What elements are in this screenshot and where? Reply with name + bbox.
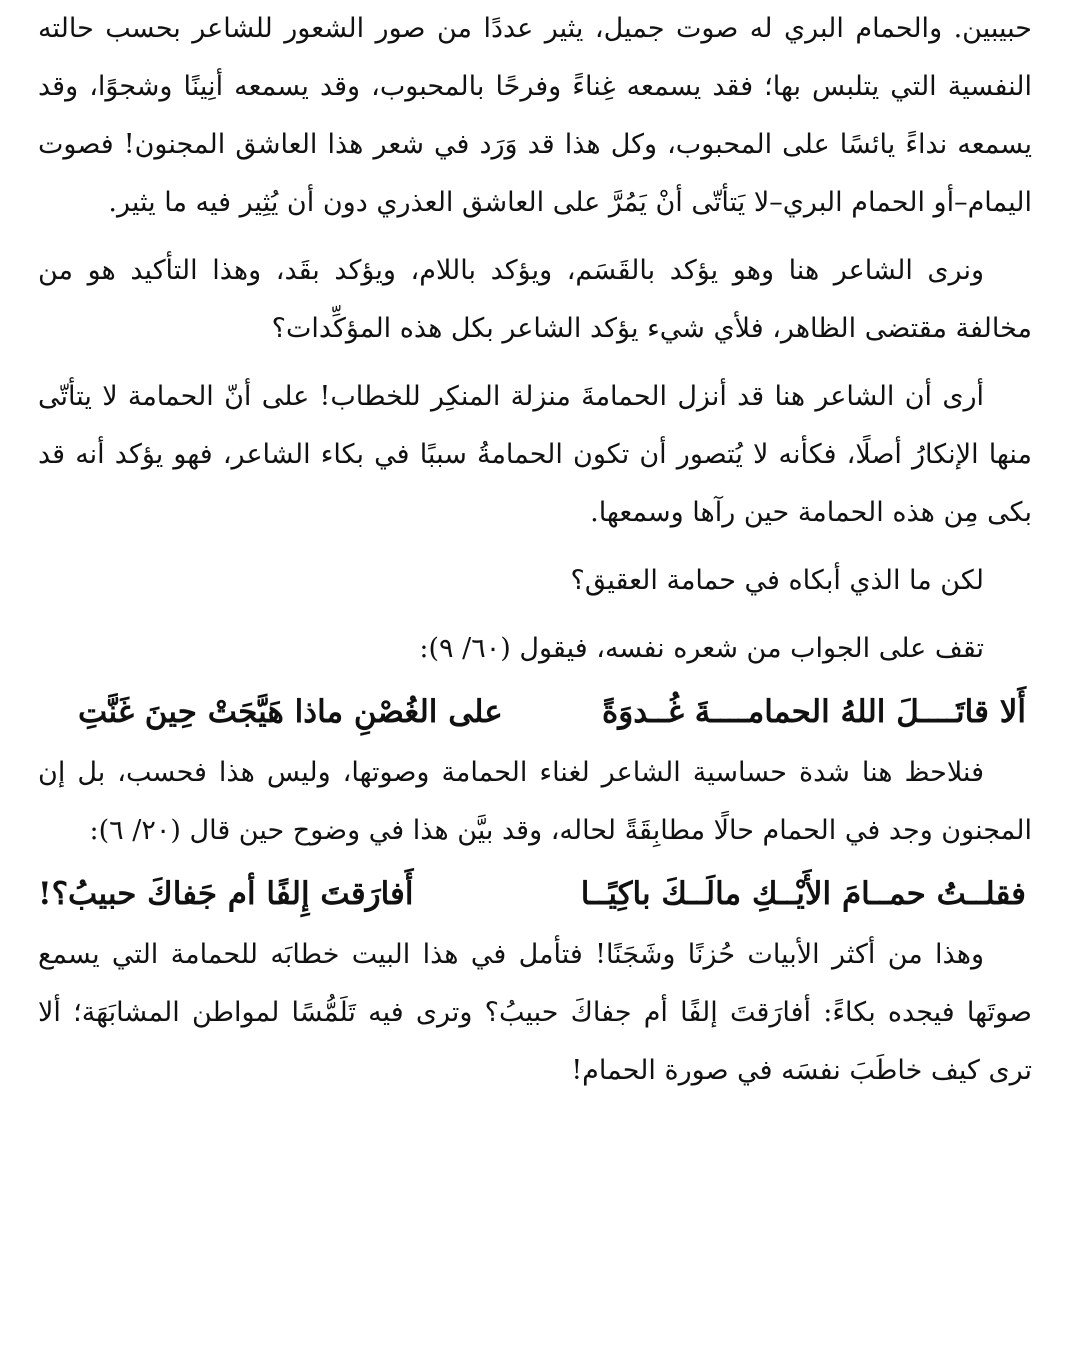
verse-line-1 (38, 680, 1032, 744)
verse-line-2 (38, 862, 1032, 926)
paragraph-question-aqiq-dove: لكن ما الذي أبكاه في حمامة العقيق؟ (570, 565, 984, 596)
verse-1-first-hemistich: أَلا قاتَــــلَ اللهُ الحمامــــةَ غُــدوَةً (602, 694, 1026, 730)
paragraph-sensitivity: فنلاحظ هنا شدة حساسية الشاعر لغناء الحمامة وصوتها، وليس هذا فحسب، بل إن المجنون وجد في الحمام حالًا مطابِقَةً لحاله، وقد بيَّن هذا في وضوح حين قال (٢٠/ ٦): (38, 757, 1032, 846)
paragraph-denier-interpretation: أرى أن الشاعر هنا قد أنزل الحمامةَ منزلة المنكِر للخطاب! على أنّ الحمامة لا يتأتّى منها الإنكارُ أصلًا، فكأنه لا يُتصور أن تكون الحمامةُ سببًا في بكاء الشاعر، فهو يؤكد أنه قد بكى مِن هذه الحمامة حين رآها وسمعها. (38, 381, 1032, 528)
verse-2-second-hemistich: أَفارَقتَ إِلفًا أم جَفاكَ حبيبُ؟! (38, 876, 414, 912)
book-page (38, 0, 1032, 1362)
paragraph-emphasis-question: ونرى الشاعر هنا وهو يؤكد بالقَسَم، ويؤكد باللام، ويؤكد بقَد، وهذا التأكيد هو من مخالفة مقتضى الظاهر، فلأي شيء يؤكد الشاعر بكل هذه المؤكِّدات؟ (38, 255, 1032, 344)
verse-1-second-hemistich: على الغُصْنِ ماذا هَيَّجَتْ حِينَ غَنَّتِ (78, 694, 503, 730)
paragraph-saddest-verse: وهذا من أكثر الأبيات حُزنًا وشَجَنًا! فتأمل في هذا البيت خطابَه للحمامة التي يسمع صوتَها فيجده بكاءً: أفارَقتَ إلفًا أم جفاكَ حبيبُ؟ وترى فيه تَلَمُّسًا لمواطن المشابَهَة؛ ألا ترى كيف خاطَبَ نفسَه في صورة الحمام! (38, 939, 1032, 1086)
paragraph-doves-voice: حبيبين. والحمام البري له صوت جميل، يثير عددًا من صور الشعور للشاعر بحسب حالته النفسية التي يتلبس بها؛ فقد يسمعه غِناءً وفرحًا بالمحبوب، وقد يسمعه أنِينًا وشجوًا، وقد يسمعه نداءً يائسًا على المحبوب، وكل هذا قد وَرَد في شعر هذا العاشق المجنون! فصوت اليمام–أو الحمام البري–لا يَتأتّى أنْ يَمُرَّ على العاشق العذري دون أن يُثِير فيه ما يثير. (38, 13, 1032, 218)
paragraph-answer-intro: تقف على الجواب من شعره نفسه، فيقول (٦٠/ ٩): (419, 633, 984, 664)
verse-2-first-hemistich: فقلــتُ حمــامَ الأَيْــكِ مالَــكَ باكِيًــا (580, 876, 1026, 912)
